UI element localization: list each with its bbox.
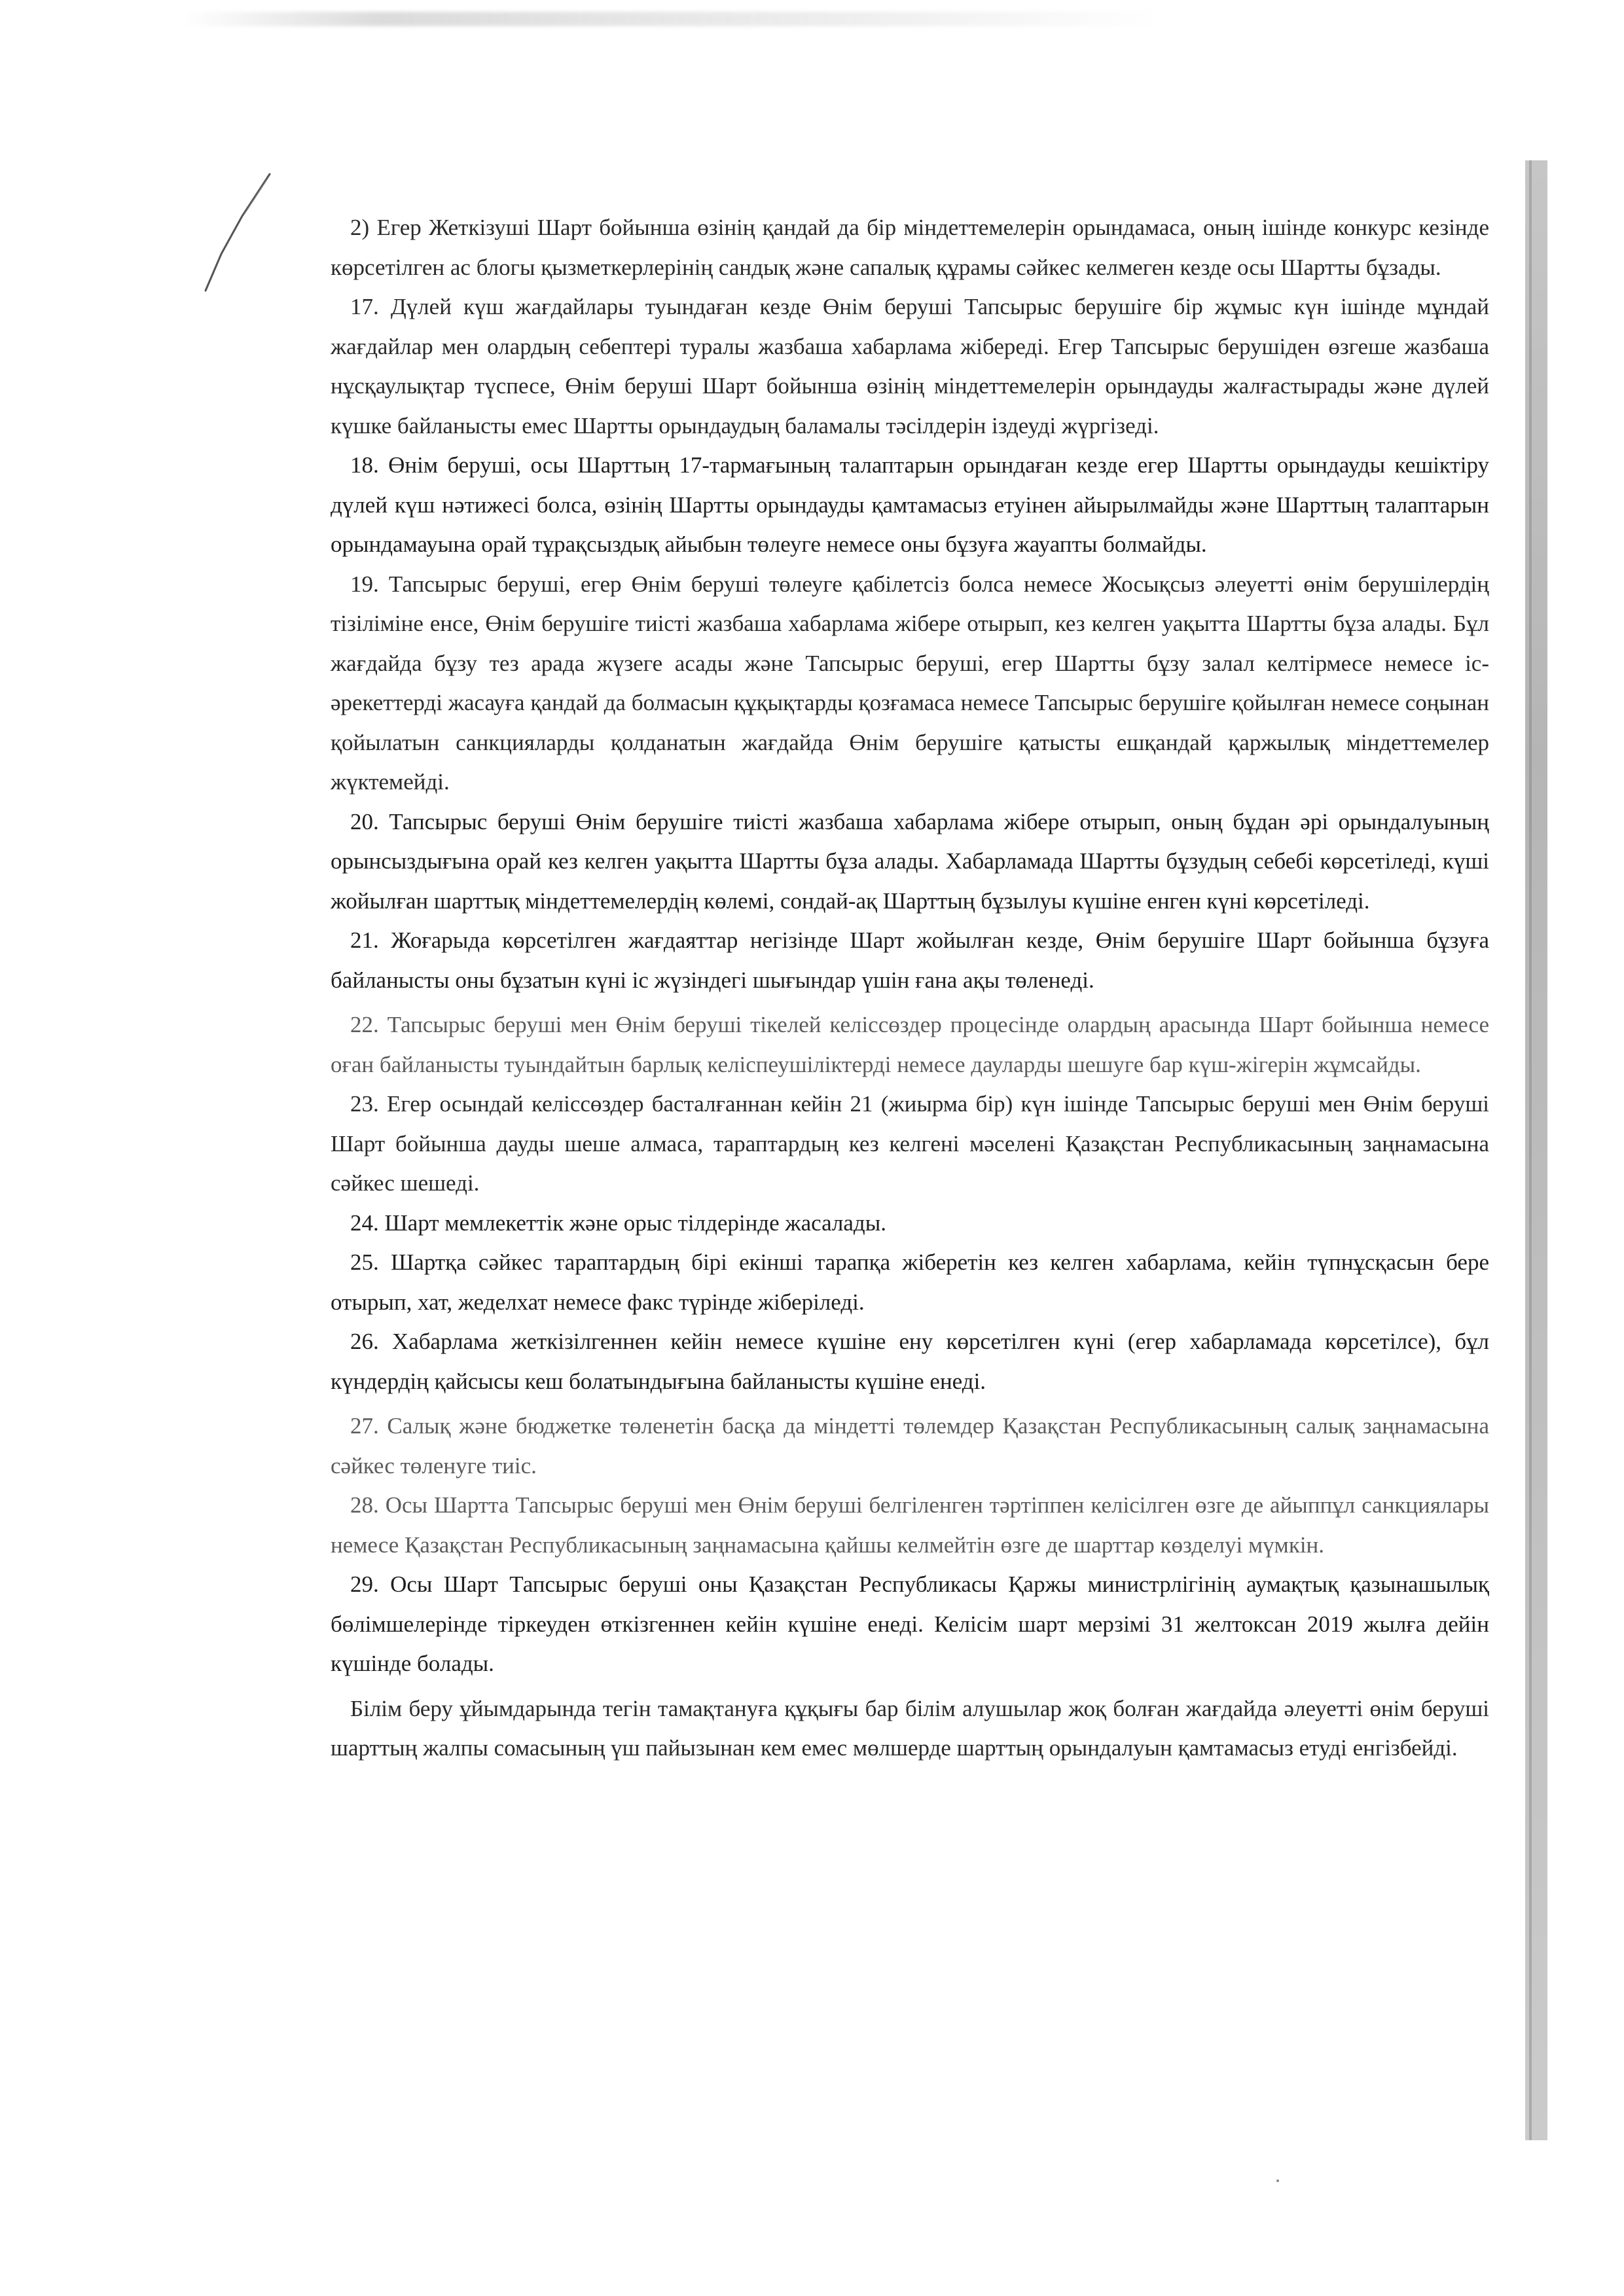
pen-mark <box>196 170 275 301</box>
clause-23-paragraph: 23. Егер осындай келіссөздер басталғаннан кейін 21 (жиырма бір) күн ішінде Тапсырыс беруші мен Өнім беруші Шарт бойынша дауды шеше алмаса, тараптардың кез келгені мәселені Қазақстан Республикасының заңнамасына сәйкес шешеді. <box>331 1091 1489 1196</box>
clause-21-paragraph: 21. Жоғарыда көрсетілген жағдаяттар негізінде Шарт жойылған кезде, Өнім берушіге Шарт бойынша бұзуға байланысты оны бұзатын күні іс жүзіндегі шығындар үшін ғана ақы төленеді. <box>331 927 1489 993</box>
clause-28-paragraph: 28. Осы Шартта Тапсырыс беруші мен Өнім беруші белгіленген тәртіппен келісілген өзге де айыппұл санкциялары немесе Қазақстан Республикасының заңнамасына қайшы келмейтін өзге де шарттар көзделуі мүмкін. <box>331 1492 1489 1558</box>
document-body <box>331 208 1489 1768</box>
clause-27-paragraph: 27. Салық және бюджетке төленетін басқа да міндетті төлемдер Қазақстан Республикасының салық заңнамасына сәйкес төленуге тиіс. <box>331 1413 1489 1479</box>
clause-18-paragraph: 18. Өнім беруші, осы Шарттың 17-тармағының талаптарын орындаған кезде егер Шартты орындауды кешіктіру дүлей күш нәтижесі болса, өзінің Шартты орындауды қамтамасыз етуінен айырылмайды және Шарттың талаптарын орындамауына орай тұрақсыздық айыбын төлеуге немесе оны бұзуға жауапты болмайды. <box>331 452 1489 557</box>
clause-20-paragraph: 20. Тапсырыс беруші Өнім берушіге тиісті жазбаша хабарлама жібере отырып, оның бұдан әрі орындалуының орынсыздығына орай кез келген уақытта Шартты бұза алады. Хабарламада Шартты бұзудың себебі көрсетіледі, күші жойылған шарттық міндеттемелердің көлемі, сондай-ақ Шарттың бұзылуы күшіне енген күні көрсетіледі. <box>331 808 1489 914</box>
closing-note-paragraph: Білім беру ұйымдарында тегін тамақтануға құқығы бар білім алушылар жоқ болған жағдайда әлеуетті өнім беруші шарттың жалпы сомасының үш пайызынан кем емес мөлшерде шарттың орындалуын қамтамасыз етуді енгізбейді. <box>331 1695 1489 1761</box>
clause-2-paragraph: 2) Егер Жеткізуші Шарт бойынша өзінің қандай да бір міндеттемелерін орындамаса, оның ішінде конкурс кезінде көрсетілген ас блогы қызметкерлерінің сандық және сапалық құрамы сәйкес келмеген кезде осы Шартты бұзады. <box>331 215 1489 280</box>
clause-25-paragraph: 25. Шартқа сәйкес тараптардың бірі екінші тарапқа жіберетін кез келген хабарлама, кейін түпнұсқасын бере отырып, хат, жеделхат немесе факс түрінде жіберіледі. <box>331 1249 1489 1315</box>
clause-29-paragraph: 29. Осы Шарт Тапсырыс беруші оны Қазақстан Республикасы Қаржы министрлігінің аумақтық қазынашылық бөлімшелерінде тіркеуден өткізгеннен кейін күшіне енеді. Келісім шарт мерзімі 31 желтоксан 2019 жылға дейін күшінде болады. <box>331 1571 1489 1676</box>
clause-17-paragraph: 17. Дүлей күш жағдайлары туындаған кезде Өнім беруші Тапсырыс берушіге бір жұмыс күн ішінде мұндай жағдайлар мен олардың себептері туралы жазбаша хабарлама жібереді. Егер Тапсырыс берушіден өзгеше жазбаша нұсқаулықтар түспесе, Өнім беруші Шарт бойынша өзінің міндеттемелерін орындауды жалғастырады және дүлей күшке байланысты емес Шартты орындаудың баламалы тәсілдерін іздеуді жүргізеді. <box>331 294 1489 439</box>
clause-26-paragraph: 26. Хабарлама жеткізілгеннен кейін немесе күшіне ену көрсетілген күні (егер хабарламада көрсетілсе), бұл күндердің қайсысы кеш болатындығына байланысты күшіне енеді. <box>331 1329 1489 1394</box>
scan-speck <box>1276 2179 1279 2182</box>
clause-22-paragraph: 22. Тапсырыс беруші мен Өнім беруші тікелей келіссөздер процесінде олардың арасында Шарт бойынша немесе оған байланысты туындайтын барлық келіспеушіліктерді немесе дауларды шешуге бар күш-жігерін жұмсайды. <box>331 1012 1489 1077</box>
clause-24-paragraph: 24. Шарт мемлекеттік және орыс тілдерінде жасалады. <box>350 1210 886 1236</box>
scan-top-shadow <box>183 12 1165 26</box>
scan-right-binding-edge <box>1525 160 1547 2140</box>
clause-19-paragraph: 19. Тапсырыс беруші, егер Өнім беруші төлеуге қабілетсіз болса немесе Жосықсыз әлеуетті өнім берушілердің тізіліміне енсе, Өнім берушіге тиісті жазбаша хабарлама жібере отырып, кез келген уақытта Шартты бұза алады. Бұл жағдайда бұзу тез арада жүзеге асады және Тапсырыс беруші, егер Шартты бұзу залал келтірмесе немесе іс-әрекеттерді жасауға қандай да болмасын құқықтарды қозғамаса немесе Тапсырыс берушіге қойылған немесе соңынан қойылатын санкцияларды қолданатын жағдайда Өнім берушіге қатысты ешқандай қаржылық міндеттемелер жүктемейді. <box>331 571 1489 795</box>
